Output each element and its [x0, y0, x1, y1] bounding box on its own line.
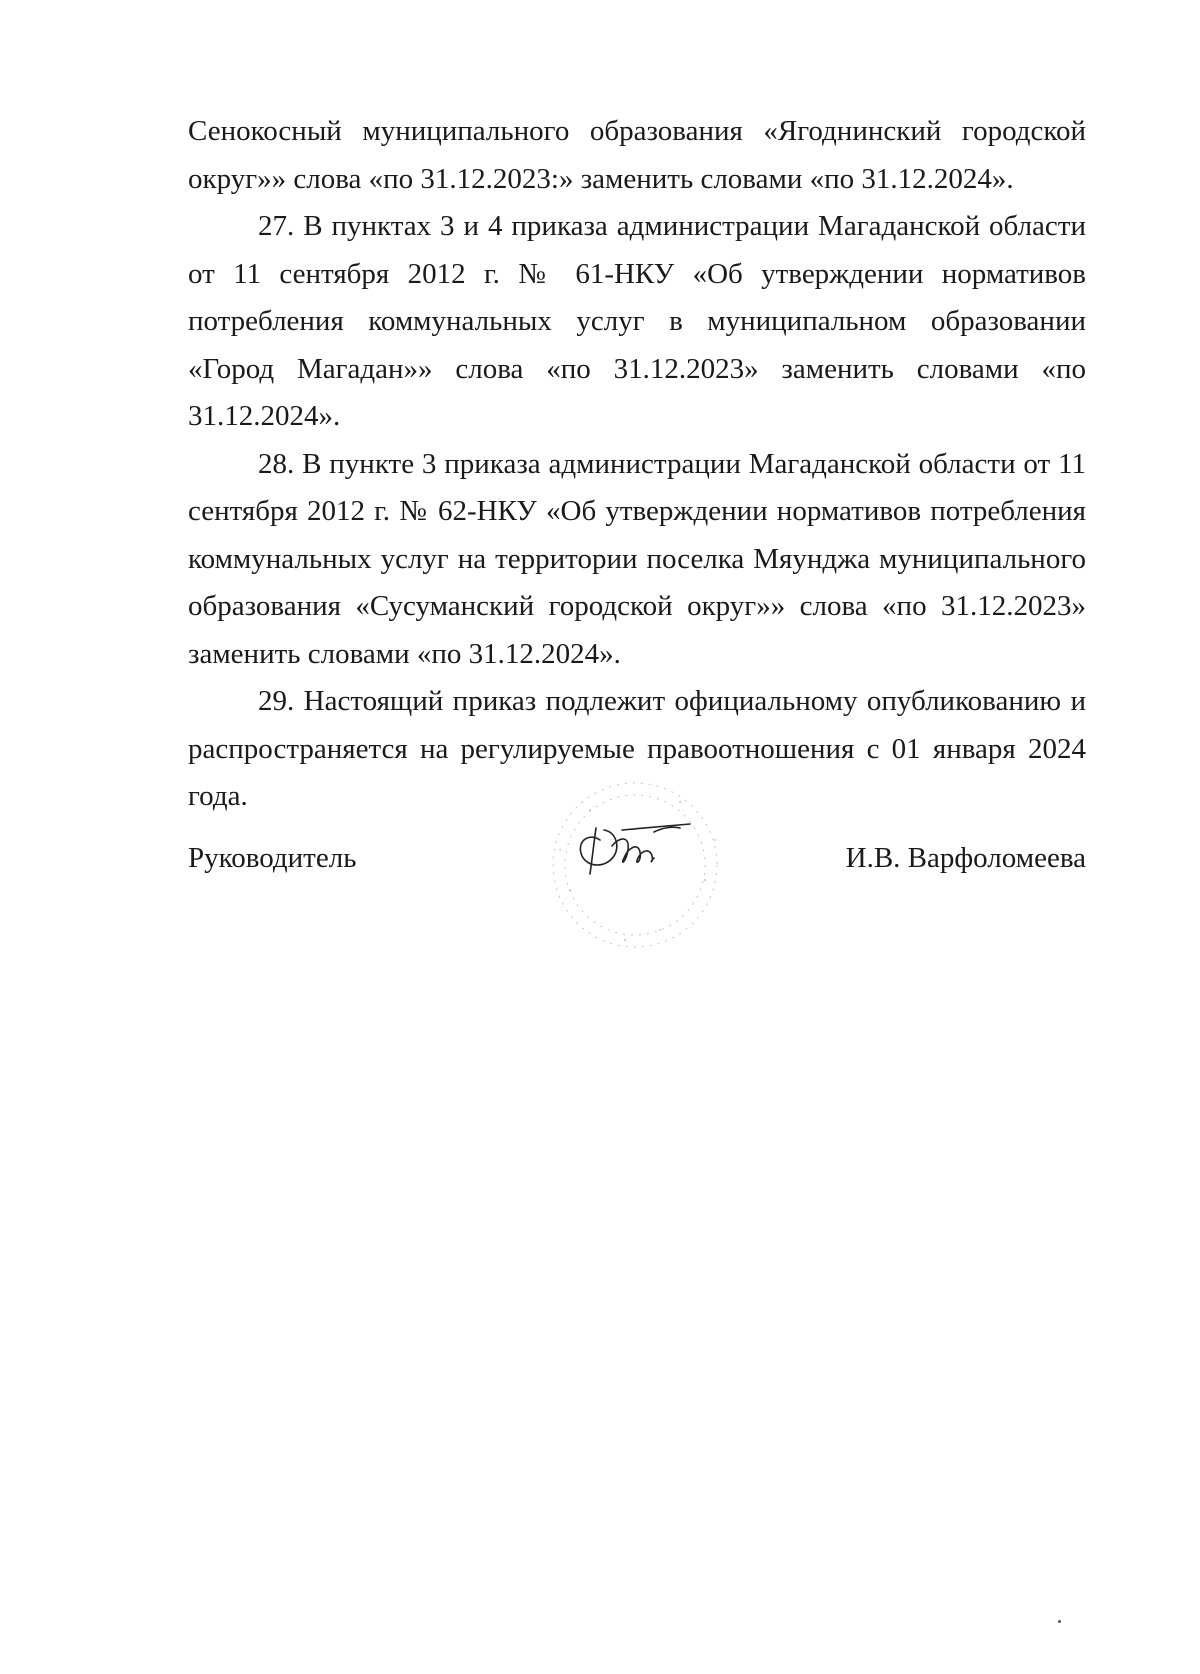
signer-name: И.В. Варфоломеева: [845, 842, 1086, 874]
signature-block: [188, 838, 1086, 878]
scan-speck: [1058, 1620, 1061, 1623]
paragraph-29: 29. Настоящий приказ подлежит официальному опубликованию и распространяется на регулируемые правоотношения с 01 января 2024 года.: [188, 685, 1086, 812]
paragraph-28: 28. В пункте 3 приказа администрации Магаданской области от 11 сентября 2012 г. № 62-НКУ «Об утверждении нормативов потребления коммунальных услуг на территории поселка Мяунджа муниципального образования «Сусуманский городской округ»» слова «по 31.12.2023» заменить словами «по 31.12.2024».: [188, 447, 1086, 670]
paragraph-27: 27. В пунктах 3 и 4 приказа администрации Магаданской области от 11 сентября 2012 г. № 61-НКУ «Об утверждении нормативов потребления коммунальных услуг в муниципальном образовании «Город Магадан»» слова «по 31.12.2023» заменить словами «по 31.12.2024».: [188, 210, 1086, 432]
signer-position: Руководитель: [188, 842, 357, 874]
paragraph-26-continuation: Сенокосный муниципального образования «Ягоднинский городской округ»» слова «по 31.12.2023:» заменить словами «по 31.12.2024».: [188, 115, 1086, 195]
document-body: [188, 108, 1086, 821]
